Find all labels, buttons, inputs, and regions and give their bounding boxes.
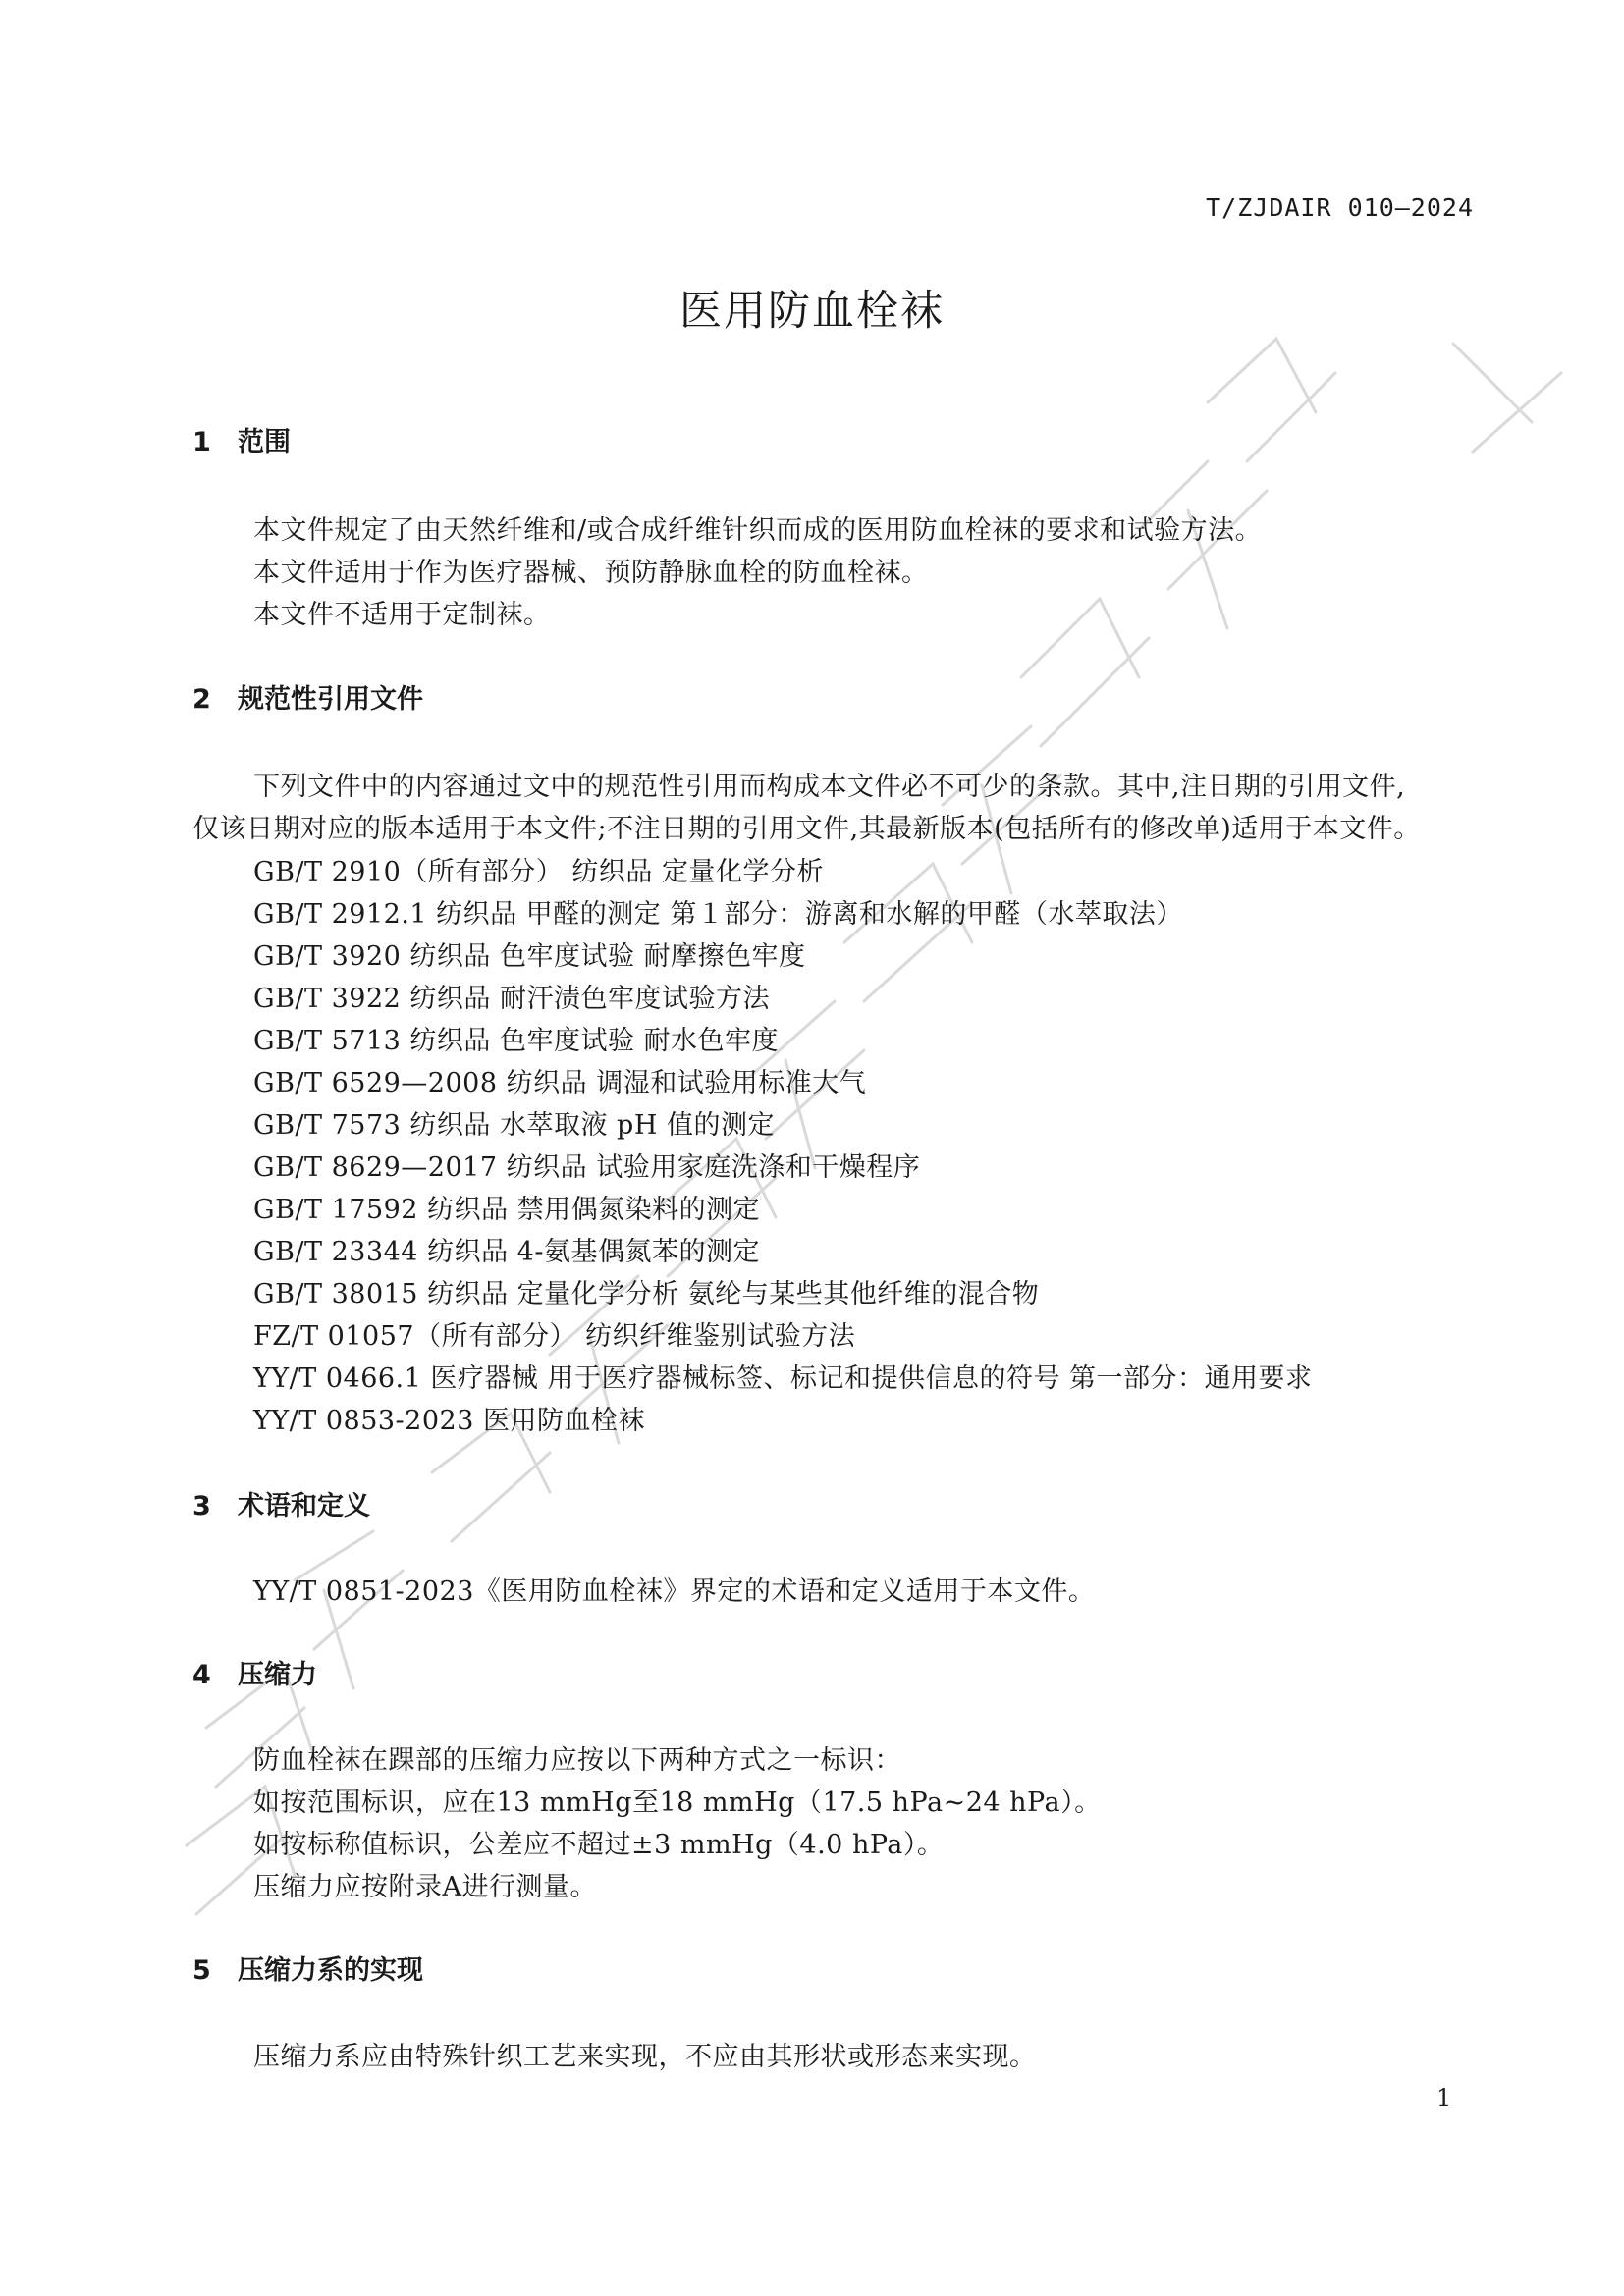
page-number: 1 bbox=[1436, 2084, 1452, 2111]
paragraph: 压缩力应按附录A进行测量。 bbox=[253, 1872, 597, 1902]
reference-item: GB/T 17592 纺织品 禁用偶氮染料的测定 bbox=[253, 1195, 761, 1225]
reference-item: GB/T 7573 纺织品 水萃取液 pH 值的测定 bbox=[253, 1110, 775, 1141]
section-heading-terms-definitions bbox=[192, 1484, 370, 1522]
section-title: 术语和定义 bbox=[238, 1491, 370, 1522]
reference-item: GB/T 8629—2017 纺织品 试验用家庭洗涤和干燥程序 bbox=[253, 1152, 921, 1183]
section-number: 2 bbox=[192, 684, 211, 715]
section-heading-scope bbox=[192, 420, 291, 458]
document-title: 医用防血栓袜 bbox=[679, 287, 945, 336]
reference-item: GB/T 23344 纺织品 4-氨基偶氮苯的测定 bbox=[253, 1237, 760, 1267]
paragraph: 如按标称值标识，公差应不超过±3 mmHg（4.0 hPa）。 bbox=[253, 1830, 945, 1860]
section-heading-compression-system bbox=[192, 1949, 423, 1987]
paragraph: 仅该日期对应的版本适用于本文件;不注日期的引用文件,其最新版本(包括所有的修改单)适用于本文件。 bbox=[192, 814, 1421, 844]
reference-item: YY/T 0466.1 医疗器械 用于医疗器械标签、标记和提供信息的符号 第一部分：通用要求 bbox=[253, 1363, 1313, 1394]
section-number: 3 bbox=[192, 1491, 211, 1522]
reference-item: GB/T 6529—2008 纺织品 调湿和试验用标准大气 bbox=[253, 1068, 867, 1098]
section-number: 4 bbox=[192, 1660, 211, 1690]
section-heading-compression bbox=[192, 1653, 317, 1691]
section-title: 压缩力系的实现 bbox=[238, 1955, 423, 1986]
paragraph: 本文件规定了由天然纤维和/或合成纤维针织而成的医用防血栓袜的要求和试验方法。 bbox=[253, 515, 1263, 546]
section-heading-normative-references bbox=[192, 677, 423, 716]
reference-item: GB/T 5713 纺织品 色牢度试验 耐水色牢度 bbox=[253, 1026, 780, 1056]
reference-item: GB/T 3922 纺织品 耐汗渍色牢度试验方法 bbox=[253, 984, 770, 1014]
section-title: 压缩力 bbox=[238, 1660, 317, 1690]
paragraph: 压缩力系应由特殊针织工艺来实现，不应由其形状或形态来实现。 bbox=[253, 2042, 1037, 2072]
paragraph: 本文件不适用于定制袜。 bbox=[253, 600, 551, 630]
section-title: 规范性引用文件 bbox=[238, 684, 423, 715]
reference-item: GB/T 2912.1 纺织品 甲醛的测定 第１部分：游离和水解的甲醛（水萃取法） bbox=[253, 899, 1183, 930]
paragraph: 防血栓袜在踝部的压缩力应按以下两种方式之一标识： bbox=[253, 1745, 901, 1776]
reference-item: GB/T 3920 纺织品 色牢度试验 耐摩擦色牢度 bbox=[253, 941, 806, 972]
document-code: T/ZJDAIR 010—2024 bbox=[1206, 193, 1474, 222]
paragraph: 下列文件中的内容通过文中的规范性引用而构成本文件必不可少的条款。其中,注日期的引用文件, bbox=[253, 772, 1406, 802]
paragraph: 本文件适用于作为医疗器械、预防静脉血栓的防血栓袜。 bbox=[253, 558, 929, 588]
reference-item: GB/T 2910（所有部分） 纺织品 定量化学分析 bbox=[253, 857, 824, 887]
section-number: 5 bbox=[192, 1955, 211, 1986]
reference-item: YY/T 0853-2023 医用防血栓袜 bbox=[253, 1406, 645, 1436]
paragraph: YY/T 0851-2023《医用防血栓袜》界定的术语和定义适用于本文件。 bbox=[253, 1576, 1096, 1607]
section-title: 范围 bbox=[238, 427, 291, 457]
reference-item: FZ/T 01057（所有部分） 纺织纤维鉴别试验方法 bbox=[253, 1321, 856, 1352]
section-number: 1 bbox=[192, 427, 211, 457]
paragraph: 如按范围标识，应在13 mmHg至18 mmHg（17.5 hPa~24 hPa）。 bbox=[253, 1788, 1102, 1818]
reference-item: GB/T 38015 纺织品 定量化学分析 氨纶与某些其他纤维的混合物 bbox=[253, 1279, 1040, 1309]
